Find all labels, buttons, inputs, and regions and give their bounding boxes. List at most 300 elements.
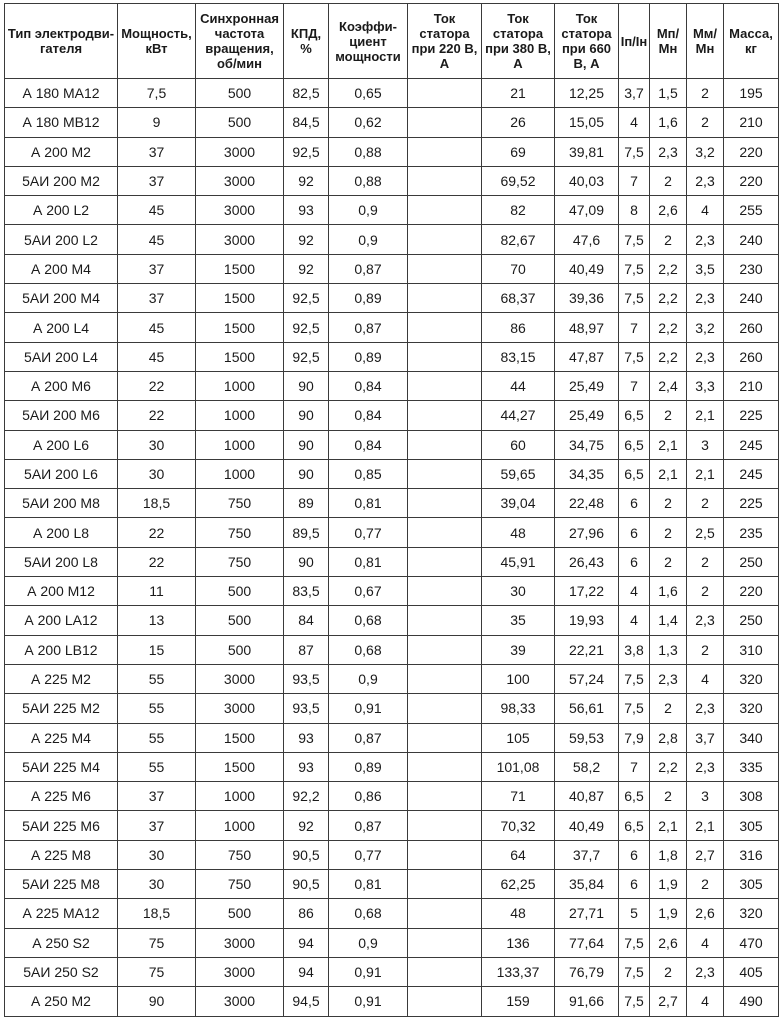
motor-type-cell: А 225 М4 — [5, 723, 118, 752]
table-cell: 26 — [482, 108, 555, 137]
table-cell: 2,3 — [650, 664, 687, 693]
table-cell: 89 — [284, 489, 329, 518]
table-cell: 6 — [619, 489, 650, 518]
table-cell: 2,3 — [650, 137, 687, 166]
motor-type-cell: А 200 М4 — [5, 254, 118, 283]
table-cell: 2,1 — [687, 459, 724, 488]
table-row — [5, 430, 779, 459]
table-cell: 500 — [196, 577, 284, 606]
table-row — [5, 79, 779, 108]
table-cell: 93 — [284, 723, 329, 752]
table-row — [5, 577, 779, 606]
table-cell: 62,25 — [482, 870, 555, 899]
motor-type-cell: 5АИ 200 L4 — [5, 342, 118, 371]
table-cell — [408, 606, 482, 635]
table-cell — [408, 577, 482, 606]
table-cell: 7 — [619, 371, 650, 400]
table-cell: 3000 — [196, 196, 284, 225]
table-cell: 90,5 — [284, 840, 329, 869]
table-cell: 93 — [284, 752, 329, 781]
table-cell: 0,67 — [329, 577, 408, 606]
table-cell: 6,5 — [619, 459, 650, 488]
motor-type-cell: А 250 S2 — [5, 928, 118, 957]
table-cell: 94,5 — [284, 987, 329, 1016]
table-cell: 7,5 — [619, 137, 650, 166]
table-cell: 1000 — [196, 459, 284, 488]
table-cell: 1000 — [196, 430, 284, 459]
table-cell: 3,8 — [619, 635, 650, 664]
motor-type-cell: А 200 L8 — [5, 518, 118, 547]
motor-type-cell: А 200 М6 — [5, 371, 118, 400]
table-cell: 0,68 — [329, 635, 408, 664]
table-cell: 500 — [196, 108, 284, 137]
table-cell: 76,79 — [555, 957, 619, 986]
table-cell: 500 — [196, 899, 284, 928]
table-cell: 0,87 — [329, 811, 408, 840]
table-cell: 0,9 — [329, 664, 408, 693]
table-cell: 7,9 — [619, 723, 650, 752]
table-cell: 6 — [619, 840, 650, 869]
table-cell: 4 — [687, 196, 724, 225]
column-header: Iп/Iн — [619, 4, 650, 79]
table-cell: 3000 — [196, 166, 284, 195]
table-cell: 105 — [482, 723, 555, 752]
table-row — [5, 664, 779, 693]
table-row — [5, 752, 779, 781]
table-header — [5, 4, 779, 79]
table-cell: 2,2 — [650, 752, 687, 781]
table-cell: 58,2 — [555, 752, 619, 781]
table-cell: 37 — [118, 137, 196, 166]
table-cell: 220 — [724, 166, 779, 195]
table-cell: 82,67 — [482, 225, 555, 254]
table-cell: 11 — [118, 577, 196, 606]
table-cell: 4 — [687, 928, 724, 957]
table-cell: 35,84 — [555, 870, 619, 899]
table-cell: 1000 — [196, 811, 284, 840]
table-cell: 47,6 — [555, 225, 619, 254]
table-cell: 2 — [650, 694, 687, 723]
table-row — [5, 518, 779, 547]
table-cell — [408, 723, 482, 752]
table-cell: 37 — [118, 811, 196, 840]
table-cell: 8 — [619, 196, 650, 225]
table-cell: 0,84 — [329, 371, 408, 400]
table-cell: 2,4 — [650, 371, 687, 400]
table-cell: 1500 — [196, 254, 284, 283]
table-cell — [408, 313, 482, 342]
table-cell: 101,08 — [482, 752, 555, 781]
motor-type-cell: 5АИ 200 М6 — [5, 401, 118, 430]
table-cell: 1,3 — [650, 635, 687, 664]
table-cell: 6,5 — [619, 430, 650, 459]
table-cell: 37 — [118, 166, 196, 195]
table-cell: 98,33 — [482, 694, 555, 723]
table-cell: 92,5 — [284, 137, 329, 166]
table-cell — [408, 137, 482, 166]
motor-type-cell: А 200 L4 — [5, 313, 118, 342]
table-cell: 0,84 — [329, 401, 408, 430]
table-cell — [408, 782, 482, 811]
table-cell — [408, 254, 482, 283]
motor-type-cell: 5АИ 225 М6 — [5, 811, 118, 840]
table-cell: 3000 — [196, 987, 284, 1016]
table-cell: 90 — [118, 987, 196, 1016]
table-cell: 92,5 — [284, 342, 329, 371]
table-cell: 240 — [724, 284, 779, 313]
table-cell: 19,93 — [555, 606, 619, 635]
table-cell: 4 — [687, 987, 724, 1016]
table-cell: 69 — [482, 137, 555, 166]
table-cell: 69,52 — [482, 166, 555, 195]
table-cell: 0,87 — [329, 313, 408, 342]
table-cell: 335 — [724, 752, 779, 781]
table-cell: 40,03 — [555, 166, 619, 195]
table-cell: 18,5 — [118, 899, 196, 928]
table-cell: 94 — [284, 928, 329, 957]
table-cell: 0,84 — [329, 430, 408, 459]
table-cell: 3000 — [196, 928, 284, 957]
table-cell: 0,81 — [329, 870, 408, 899]
table-cell: 225 — [724, 401, 779, 430]
table-cell: 22,48 — [555, 489, 619, 518]
table-cell: 4 — [619, 577, 650, 606]
table-cell: 2 — [687, 577, 724, 606]
table-cell — [408, 196, 482, 225]
column-header: Мм/Мн — [687, 4, 724, 79]
table-cell — [408, 928, 482, 957]
table-cell: 195 — [724, 79, 779, 108]
table-cell: 3,7 — [687, 723, 724, 752]
motor-type-cell: А 200 М12 — [5, 577, 118, 606]
table-cell: 6,5 — [619, 811, 650, 840]
table-cell: 37,7 — [555, 840, 619, 869]
table-cell: 0,91 — [329, 987, 408, 1016]
table-cell: 3 — [687, 782, 724, 811]
table-cell: 7,5 — [619, 987, 650, 1016]
table-cell: 40,49 — [555, 254, 619, 283]
table-cell: 56,61 — [555, 694, 619, 723]
table-cell — [408, 664, 482, 693]
table-cell: 39,04 — [482, 489, 555, 518]
table-cell: 90 — [284, 547, 329, 576]
table-cell — [408, 899, 482, 928]
table-cell: 13 — [118, 606, 196, 635]
table-row — [5, 313, 779, 342]
table-cell: 83,15 — [482, 342, 555, 371]
table-cell: 2 — [650, 518, 687, 547]
table-cell: 7 — [619, 313, 650, 342]
table-cell: 0,62 — [329, 108, 408, 137]
table-cell: 2 — [650, 225, 687, 254]
table-cell: 0,89 — [329, 752, 408, 781]
table-cell: 48,97 — [555, 313, 619, 342]
table-cell: 750 — [196, 489, 284, 518]
table-row — [5, 342, 779, 371]
table-cell: 0,91 — [329, 694, 408, 723]
table-cell: 2,1 — [650, 811, 687, 840]
table-cell: 0,88 — [329, 166, 408, 195]
motor-type-cell: А 225 М8 — [5, 840, 118, 869]
table-cell: 230 — [724, 254, 779, 283]
table-cell: 30 — [118, 840, 196, 869]
table-cell: 220 — [724, 137, 779, 166]
table-cell: 225 — [724, 489, 779, 518]
table-cell: 44 — [482, 371, 555, 400]
table-cell: 7,5 — [619, 254, 650, 283]
table-cell: 2 — [650, 401, 687, 430]
table-row — [5, 870, 779, 899]
table-row — [5, 371, 779, 400]
table-cell: 44,27 — [482, 401, 555, 430]
header-row — [5, 4, 779, 79]
motor-type-cell: 5АИ 250 S2 — [5, 957, 118, 986]
table-cell — [408, 752, 482, 781]
table-cell — [408, 371, 482, 400]
table-cell: 25,49 — [555, 371, 619, 400]
table-cell: 100 — [482, 664, 555, 693]
table-cell: 320 — [724, 664, 779, 693]
table-cell — [408, 79, 482, 108]
table-cell: 3000 — [196, 225, 284, 254]
table-cell: 18,5 — [118, 489, 196, 518]
motor-type-cell: А 225 МА12 — [5, 899, 118, 928]
table-cell: 47,87 — [555, 342, 619, 371]
table-cell: 0,81 — [329, 489, 408, 518]
table-cell: 48 — [482, 518, 555, 547]
table-cell: 220 — [724, 577, 779, 606]
table-cell: 2 — [687, 870, 724, 899]
table-cell: 250 — [724, 606, 779, 635]
motor-type-cell: 5АИ 200 L6 — [5, 459, 118, 488]
table-cell: 12,25 — [555, 79, 619, 108]
table-cell: 0,9 — [329, 928, 408, 957]
table-cell: 27,71 — [555, 899, 619, 928]
motor-type-cell: А 200 L6 — [5, 430, 118, 459]
table-cell: 2 — [687, 79, 724, 108]
table-cell: 0,68 — [329, 899, 408, 928]
table-cell: 68,37 — [482, 284, 555, 313]
table-row — [5, 723, 779, 752]
table-cell — [408, 870, 482, 899]
table-cell: 2,3 — [687, 694, 724, 723]
table-cell: 3,7 — [619, 79, 650, 108]
table-cell: 7,5 — [619, 664, 650, 693]
table-cell: 15,05 — [555, 108, 619, 137]
table-cell: 40,49 — [555, 811, 619, 840]
table-cell: 2 — [650, 489, 687, 518]
table-cell: 64 — [482, 840, 555, 869]
table-cell: 7,5 — [619, 928, 650, 957]
table-body — [5, 79, 779, 1017]
table-cell: 70 — [482, 254, 555, 283]
table-cell: 55 — [118, 723, 196, 752]
table-cell: 3000 — [196, 137, 284, 166]
table-cell — [408, 811, 482, 840]
table-row — [5, 254, 779, 283]
table-cell: 6 — [619, 870, 650, 899]
table-cell: 2 — [687, 108, 724, 137]
table-cell: 490 — [724, 987, 779, 1016]
table-cell: 0,77 — [329, 840, 408, 869]
table-cell: 45 — [118, 196, 196, 225]
table-cell: 1000 — [196, 371, 284, 400]
table-cell: 48 — [482, 899, 555, 928]
table-cell: 210 — [724, 371, 779, 400]
table-cell: 1500 — [196, 284, 284, 313]
table-row — [5, 840, 779, 869]
table-cell: 0,87 — [329, 254, 408, 283]
motor-type-cell: А 225 М6 — [5, 782, 118, 811]
table-cell: 2,6 — [650, 196, 687, 225]
table-row — [5, 811, 779, 840]
table-cell: 405 — [724, 957, 779, 986]
table-cell: 750 — [196, 518, 284, 547]
table-cell: 30 — [118, 870, 196, 899]
table-cell: 2,2 — [650, 342, 687, 371]
table-cell: 2,1 — [687, 811, 724, 840]
table-cell: 77,64 — [555, 928, 619, 957]
table-cell: 245 — [724, 430, 779, 459]
table-cell: 2,3 — [687, 606, 724, 635]
table-row — [5, 987, 779, 1016]
table-cell: 30 — [118, 430, 196, 459]
table-cell: 6 — [619, 518, 650, 547]
table-cell — [408, 401, 482, 430]
table-cell: 22 — [118, 547, 196, 576]
table-cell: 45,91 — [482, 547, 555, 576]
table-cell: 340 — [724, 723, 779, 752]
column-header: Синхронная частота вращения, об/мин — [196, 4, 284, 79]
table-cell: 59,65 — [482, 459, 555, 488]
table-cell: 260 — [724, 313, 779, 342]
motor-type-cell: 5АИ 225 М4 — [5, 752, 118, 781]
table-cell: 136 — [482, 928, 555, 957]
table-cell: 34,75 — [555, 430, 619, 459]
table-cell: 320 — [724, 694, 779, 723]
column-header: Коэффи-циент мощности — [329, 4, 408, 79]
table-cell: 75 — [118, 928, 196, 957]
table-cell: 2 — [687, 547, 724, 576]
table-cell: 87 — [284, 635, 329, 664]
table-cell: 40,87 — [555, 782, 619, 811]
column-header: Ток статора при 380 В, А — [482, 4, 555, 79]
table-cell: 0,85 — [329, 459, 408, 488]
table-cell: 7 — [619, 752, 650, 781]
table-cell: 0,9 — [329, 225, 408, 254]
table-cell: 2,6 — [650, 928, 687, 957]
table-cell: 6,5 — [619, 401, 650, 430]
table-cell — [408, 225, 482, 254]
table-cell — [408, 694, 482, 723]
table-cell — [408, 459, 482, 488]
table-cell: 37 — [118, 782, 196, 811]
table-cell: 93,5 — [284, 694, 329, 723]
table-cell: 37 — [118, 284, 196, 313]
table-cell: 2,3 — [687, 284, 724, 313]
table-cell: 470 — [724, 928, 779, 957]
table-cell: 82,5 — [284, 79, 329, 108]
table-cell: 0,91 — [329, 957, 408, 986]
table-cell: 7,5 — [619, 225, 650, 254]
table-cell: 83,5 — [284, 577, 329, 606]
table-cell: 1,5 — [650, 79, 687, 108]
table-cell: 21 — [482, 79, 555, 108]
table-row — [5, 225, 779, 254]
table-cell: 30 — [482, 577, 555, 606]
table-row — [5, 957, 779, 986]
motor-type-cell: 5АИ 200 L2 — [5, 225, 118, 254]
table-cell: 70,32 — [482, 811, 555, 840]
table-cell: 7,5 — [619, 957, 650, 986]
column-header: Ток статора при 220 В, А — [408, 4, 482, 79]
table-cell — [408, 635, 482, 664]
table-cell: 235 — [724, 518, 779, 547]
table-cell: 1,9 — [650, 899, 687, 928]
motor-type-cell: 5АИ 225 М2 — [5, 694, 118, 723]
table-cell: 7,5 — [118, 79, 196, 108]
table-cell: 75 — [118, 957, 196, 986]
table-cell: 316 — [724, 840, 779, 869]
table-cell: 7,5 — [619, 694, 650, 723]
table-cell: 92 — [284, 225, 329, 254]
table-cell: 133,37 — [482, 957, 555, 986]
table-cell: 3,2 — [687, 137, 724, 166]
table-cell: 90 — [284, 371, 329, 400]
table-cell: 2,1 — [687, 401, 724, 430]
table-cell: 3000 — [196, 664, 284, 693]
table-cell: 91,66 — [555, 987, 619, 1016]
table-cell: 1,6 — [650, 577, 687, 606]
table-cell: 35 — [482, 606, 555, 635]
table-cell: 55 — [118, 664, 196, 693]
table-row — [5, 459, 779, 488]
table-cell — [408, 518, 482, 547]
table-cell: 2,3 — [687, 225, 724, 254]
table-cell: 15 — [118, 635, 196, 664]
table-row — [5, 284, 779, 313]
motor-spec-table-container — [4, 3, 779, 1017]
table-cell: 22 — [118, 518, 196, 547]
table-cell: 250 — [724, 547, 779, 576]
table-cell — [408, 284, 482, 313]
motor-type-cell: 5АИ 200 М8 — [5, 489, 118, 518]
motor-type-cell: 5АИ 200 М4 — [5, 284, 118, 313]
table-cell: 0,77 — [329, 518, 408, 547]
table-cell: 60 — [482, 430, 555, 459]
column-header: Тип электродви-гателя — [5, 4, 118, 79]
table-cell: 4 — [619, 108, 650, 137]
table-row — [5, 547, 779, 576]
table-row — [5, 635, 779, 664]
table-cell: 1500 — [196, 342, 284, 371]
table-cell: 55 — [118, 694, 196, 723]
table-cell: 0,89 — [329, 284, 408, 313]
table-cell: 1,8 — [650, 840, 687, 869]
motor-type-cell: А 200 L2 — [5, 196, 118, 225]
table-cell: 2,2 — [650, 313, 687, 342]
table-cell: 27,96 — [555, 518, 619, 547]
table-cell: 59,53 — [555, 723, 619, 752]
table-cell: 2 — [650, 957, 687, 986]
table-cell: 89,5 — [284, 518, 329, 547]
motor-type-cell: 5АИ 200 L8 — [5, 547, 118, 576]
table-cell: 2,7 — [650, 987, 687, 1016]
column-header: Мп/Мн — [650, 4, 687, 79]
table-cell: 2,7 — [687, 840, 724, 869]
table-cell: 94 — [284, 957, 329, 986]
table-cell: 1500 — [196, 723, 284, 752]
